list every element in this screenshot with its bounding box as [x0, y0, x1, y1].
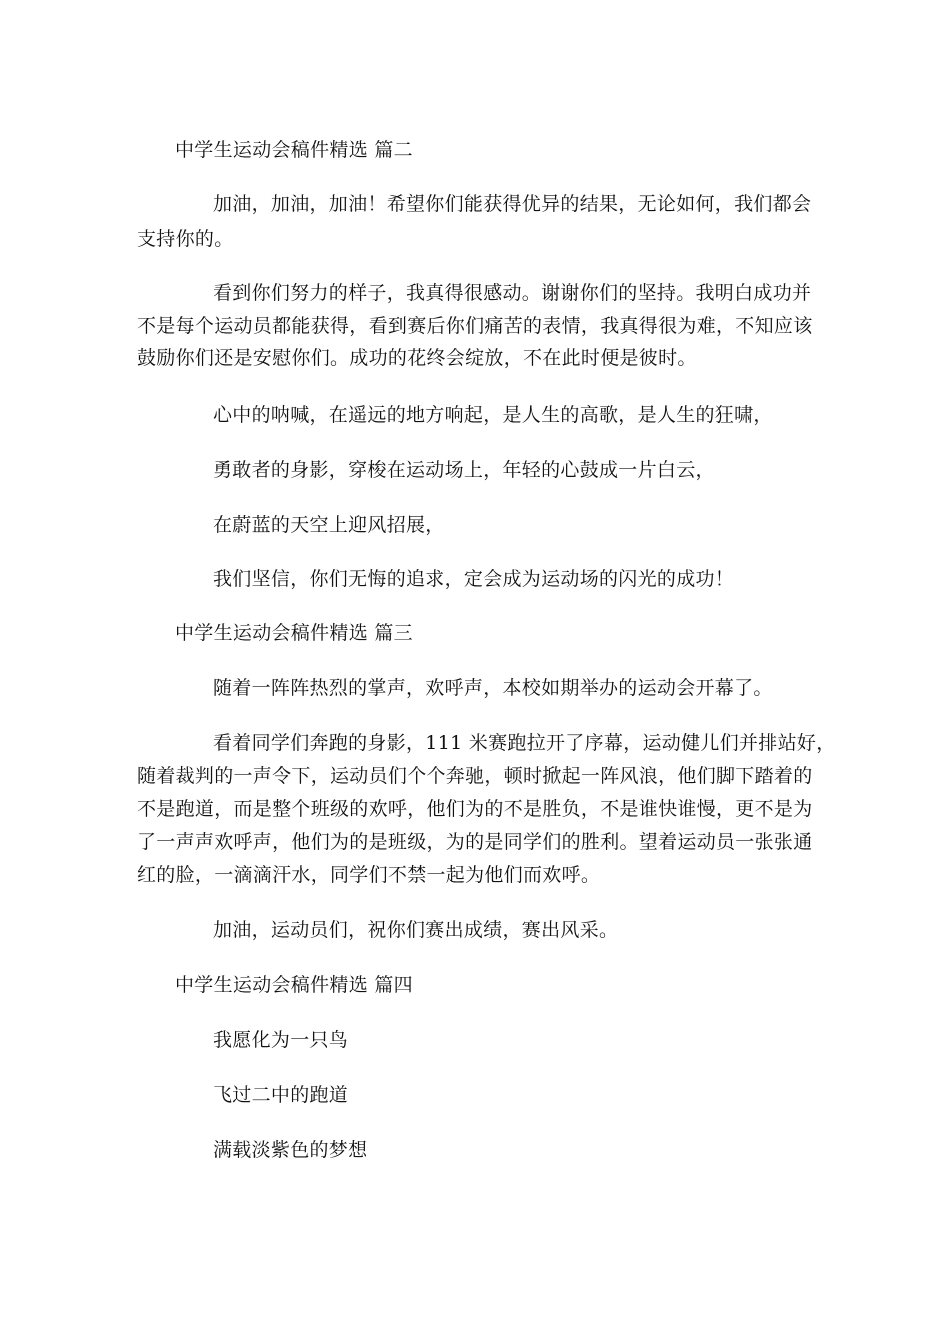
paragraph-line: 勇敢者的身影，穿梭在运动场上，年轻的心鼓成一片白云，	[213, 459, 715, 481]
paragraph-line: 飞过二中的跑道	[213, 1084, 349, 1106]
section-heading: 中学生运动会稿件精选 篇三	[175, 622, 413, 644]
paragraph-line: 红的脸，一滴滴汗水，同学们不禁一起为他们而欢呼。	[137, 864, 601, 886]
paragraph-line: 看到你们努力的样子，我真得很感动。谢谢你们的坚持。我明白成功并	[213, 282, 812, 304]
paragraph-line: 我们坚信，你们无悔的追求，定会成为运动场的闪光的成功！	[213, 568, 735, 590]
paragraph-line: 看着同学们奔跑的身影，111 米赛跑拉开了序幕，运动健儿们并排站好，	[213, 732, 836, 754]
paragraph-line: 随着裁判的一声令下，运动员们个个奔驰，顿时掀起一阵风浪，他们脚下踏着的	[137, 765, 813, 787]
paragraph-line: 加油，运动员们，祝你们赛出成绩，赛出风采。	[213, 919, 619, 941]
paragraph-line: 我愿化为一只鸟	[213, 1029, 349, 1051]
paragraph-line: 心中的呐喊，在遥远的地方响起，是人生的高歌，是人生的狂啸，	[213, 404, 773, 426]
paragraph-line: 随着一阵阵热烈的掌声，欢呼声，本校如期举办的运动会开幕了。	[213, 677, 773, 699]
paragraph-line: 加油，加油，加油！希望你们能获得优异的结果，无论如何，我们都会	[213, 193, 812, 215]
paragraph-line: 不是跑道，而是整个班级的欢呼，他们为的不是胜负，不是谁快谁慢，更不是为	[137, 798, 813, 820]
paragraph-line: 在蔚蓝的天空上迎风招展，	[213, 514, 445, 536]
section-heading: 中学生运动会稿件精选 篇二	[175, 139, 413, 161]
paragraph-line: 不是每个运动员都能获得，看到赛后你们痛苦的表情，我真得很为难，不知应该	[137, 315, 813, 337]
paragraph-line: 鼓励你们还是安慰你们。成功的花终会绽放，不在此时便是彼时。	[137, 347, 697, 369]
paragraph-line: 满载淡紫色的梦想	[213, 1139, 368, 1161]
paragraph-line: 了一声声欢呼声，他们为的是班级，为的是同学们的胜利。望着运动员一张张通	[137, 831, 813, 853]
section-heading: 中学生运动会稿件精选 篇四	[175, 974, 413, 996]
paragraph-line: 支持你的。	[137, 228, 234, 250]
